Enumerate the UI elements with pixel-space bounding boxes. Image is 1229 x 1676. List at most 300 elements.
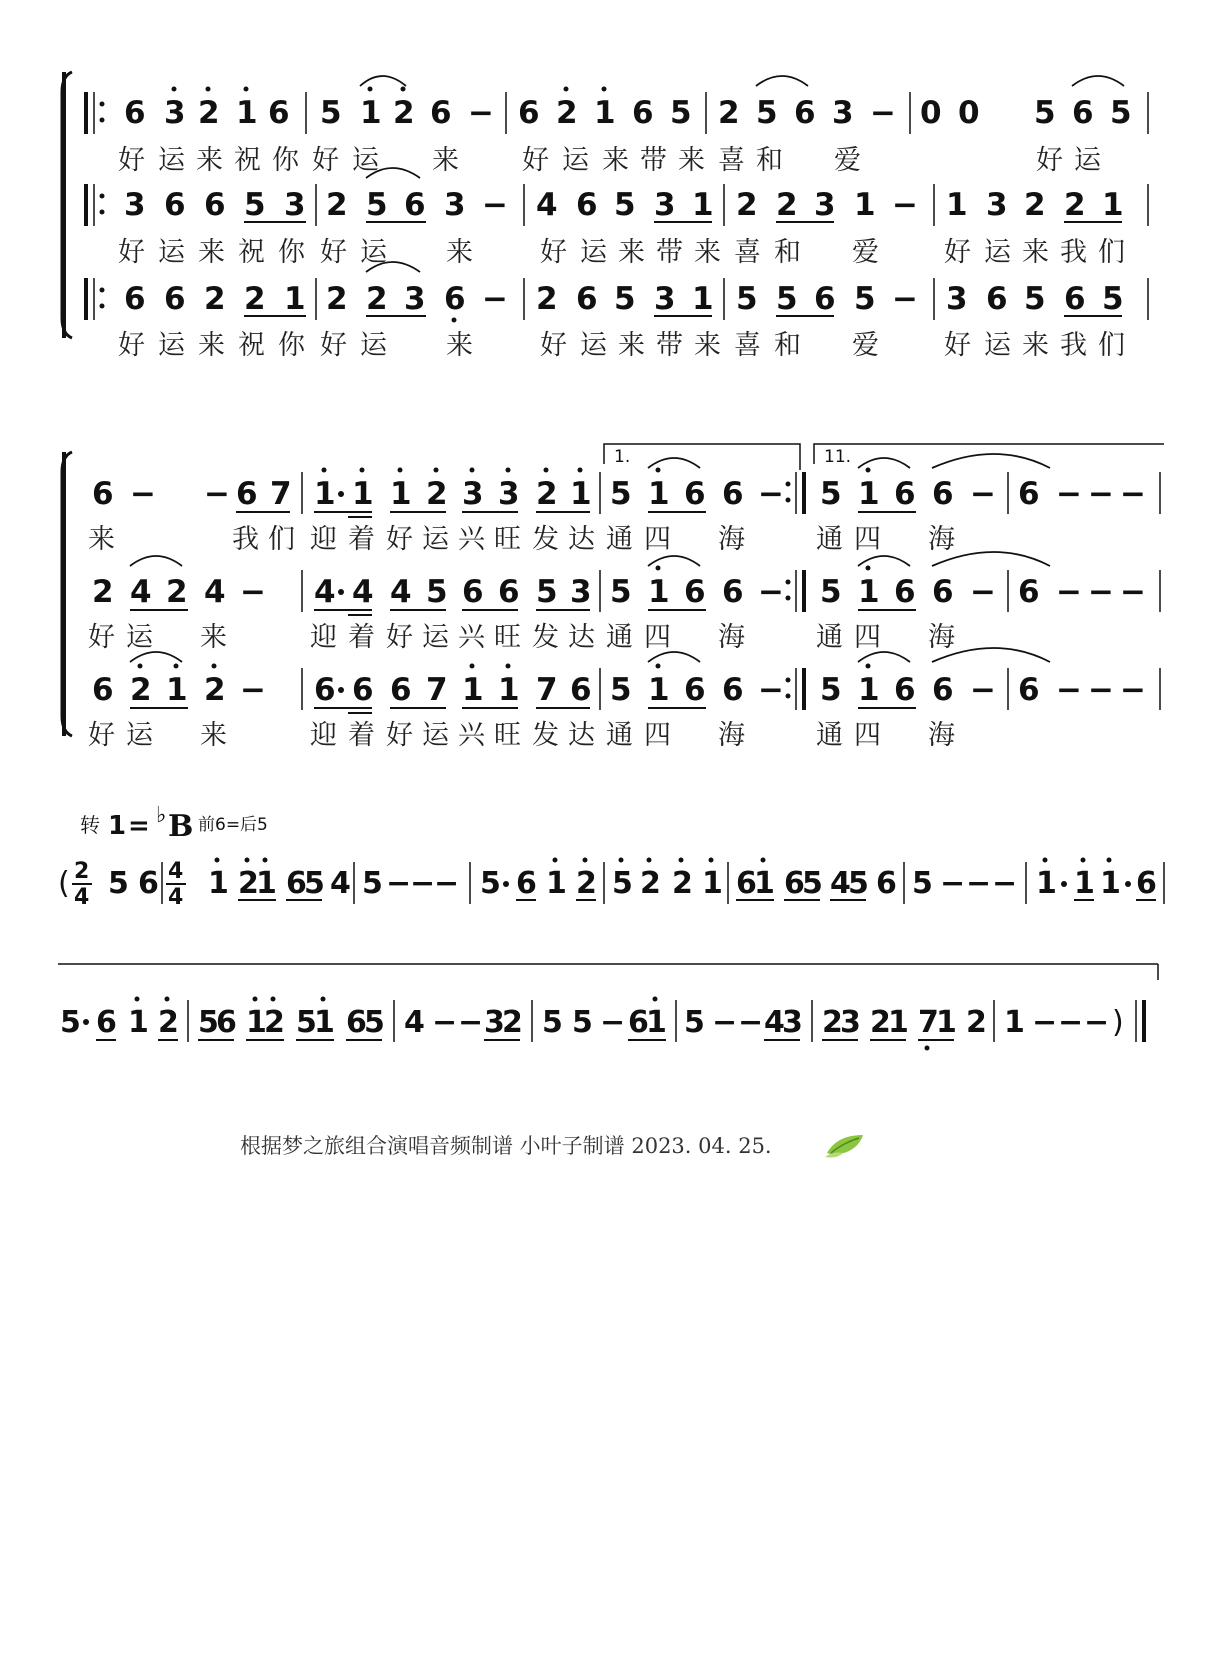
svg-text:6: 6: [404, 187, 426, 223]
svg-text:6: 6: [124, 281, 146, 317]
key-note: 前6=后5: [198, 815, 268, 835]
svg-text:2: 2: [822, 1005, 843, 1040]
svg-text:3: 3: [654, 187, 676, 223]
svg-text:2: 2: [166, 574, 188, 610]
lyric: 迎: [310, 720, 337, 751]
key-change-prefix: 转: [80, 813, 100, 837]
lyric: 兴: [458, 622, 485, 653]
svg-text:−: −: [1120, 476, 1146, 512]
svg-text:3: 3: [404, 281, 426, 317]
leaf-icon: [823, 1131, 867, 1159]
svg-text:4: 4: [204, 574, 226, 610]
svg-text:5: 5: [820, 672, 842, 708]
lyric: 来: [200, 622, 227, 653]
svg-text:4: 4: [764, 1005, 785, 1040]
lyric: 来: [678, 145, 705, 176]
svg-text:6: 6: [92, 476, 114, 512]
svg-text:6: 6: [516, 866, 537, 901]
svg-text:5: 5: [198, 1005, 219, 1040]
svg-text:6: 6: [138, 866, 159, 901]
svg-text:5: 5: [614, 281, 636, 317]
lyric: 好: [386, 524, 413, 555]
svg-text:−: −: [940, 866, 966, 901]
svg-text:6: 6: [1072, 95, 1094, 131]
svg-text:5: 5: [848, 866, 869, 901]
svg-text:5: 5: [610, 574, 632, 610]
svg-text:5: 5: [820, 476, 842, 512]
lyric: 四: [644, 622, 671, 653]
svg-text:5: 5: [426, 574, 448, 610]
svg-text:1: 1: [1102, 187, 1124, 223]
svg-text:6: 6: [894, 476, 916, 512]
lyric: 好: [1036, 145, 1063, 176]
lyric: 四: [854, 720, 881, 751]
voice-2-notes: [92, 552, 1160, 615]
svg-text:6: 6: [932, 672, 954, 708]
svg-text:6: 6: [286, 866, 307, 901]
voice-1-lyrics: [88, 524, 955, 555]
lyric: 通: [606, 720, 633, 751]
transcription-credit: 根据梦之旅组合演唱音频制谱 小叶子制谱 2023. 04. 25.: [240, 1134, 772, 1158]
svg-text:1: 1: [166, 672, 188, 708]
svg-text:−: −: [1088, 672, 1114, 708]
lyric: 好: [944, 330, 971, 361]
time-sig-2-4-den: 4: [74, 885, 90, 910]
lyric: 运: [126, 720, 153, 751]
svg-text:4: 4: [536, 187, 558, 223]
lyric: 好: [118, 330, 145, 361]
svg-text:2: 2: [326, 281, 348, 317]
svg-text:5: 5: [670, 95, 692, 131]
lyric: 来: [198, 237, 225, 268]
svg-text:2: 2: [393, 95, 415, 131]
svg-text:2: 2: [576, 866, 597, 901]
svg-text:): ): [1112, 1005, 1124, 1040]
svg-text:2: 2: [326, 187, 348, 223]
svg-text:2: 2: [244, 281, 266, 317]
lyric: 来: [446, 237, 473, 268]
svg-text:1: 1: [1074, 866, 1095, 901]
voice-1-notes: [86, 76, 1148, 134]
svg-text:−: −: [468, 95, 494, 131]
svg-text:5: 5: [60, 1005, 81, 1040]
lyric: 来: [88, 524, 115, 555]
svg-text:5: 5: [542, 1005, 563, 1040]
svg-text:5: 5: [362, 866, 383, 901]
lyric: 达: [568, 622, 595, 653]
svg-text:−: −: [432, 1005, 458, 1040]
svg-text:6: 6: [164, 187, 186, 223]
svg-text:4: 4: [390, 574, 412, 610]
volta-1-label: 1.: [614, 447, 631, 467]
key-change-marking: [80, 803, 268, 844]
svg-text:0: 0: [920, 95, 942, 131]
svg-text:1: 1: [256, 866, 277, 901]
lyric: 来: [446, 330, 473, 361]
lyric: 好: [386, 720, 413, 751]
svg-text:6: 6: [736, 866, 757, 901]
svg-text:−: −: [1058, 1005, 1084, 1040]
svg-text:6: 6: [628, 1005, 649, 1040]
svg-text:1: 1: [284, 281, 306, 317]
svg-text:6: 6: [1018, 574, 1040, 610]
svg-text:6: 6: [794, 95, 816, 131]
svg-text:6: 6: [1018, 672, 1040, 708]
system-1: [62, 72, 1148, 361]
svg-text:2: 2: [130, 672, 152, 708]
svg-text:3: 3: [284, 187, 306, 223]
lyric: 着: [348, 720, 375, 751]
lyric: 你: [278, 330, 305, 361]
svg-text:−: −: [1088, 574, 1114, 610]
svg-text:4: 4: [404, 1005, 425, 1040]
svg-text:5: 5: [108, 866, 129, 901]
svg-text:2: 2: [672, 866, 693, 901]
svg-text:6: 6: [430, 95, 452, 131]
lyric: 我: [1060, 330, 1087, 361]
svg-text:6: 6: [894, 672, 916, 708]
svg-text:4: 4: [314, 574, 336, 610]
lyric: 兴: [458, 720, 485, 751]
svg-text:6: 6: [204, 187, 226, 223]
svg-text:5: 5: [776, 281, 798, 317]
voice-3-notes: [86, 262, 1148, 323]
lyric: 带: [656, 237, 683, 268]
system-2: [62, 444, 1164, 751]
svg-text:1: 1: [754, 866, 775, 901]
lyric: 四: [644, 524, 671, 555]
lyric: 好: [540, 330, 567, 361]
svg-text:3: 3: [462, 476, 484, 512]
svg-text:−: −: [600, 1005, 626, 1040]
interlude-line-2: [58, 964, 1158, 1051]
svg-text:3: 3: [832, 95, 854, 131]
svg-text:1: 1: [236, 95, 258, 131]
lyric: 好: [386, 622, 413, 653]
svg-text:−: −: [992, 866, 1018, 901]
lyric: 运: [422, 524, 449, 555]
svg-text:5: 5: [304, 866, 325, 901]
svg-text:−: −: [482, 187, 508, 223]
svg-text:5: 5: [296, 1005, 317, 1040]
svg-text:2: 2: [502, 1005, 523, 1040]
voice-2-lyrics: [88, 622, 955, 653]
lyric: 运: [422, 720, 449, 751]
lyric: 祝: [238, 237, 265, 268]
svg-text:2: 2: [1024, 187, 1046, 223]
lyric: 四: [854, 622, 881, 653]
key-name: B: [168, 809, 194, 844]
svg-text:7: 7: [270, 476, 292, 512]
svg-text:4: 4: [330, 866, 351, 901]
svg-text:1: 1: [946, 187, 968, 223]
svg-text:6: 6: [632, 95, 654, 131]
svg-text:2: 2: [870, 1005, 891, 1040]
svg-text:1: 1: [646, 1005, 667, 1040]
lyric: 好: [88, 622, 115, 653]
lyric: 海: [928, 524, 955, 555]
svg-text:6: 6: [216, 1005, 237, 1040]
lyric: 通: [606, 524, 633, 555]
svg-text:2: 2: [204, 281, 226, 317]
svg-text:2: 2: [536, 476, 558, 512]
svg-text:−: −: [482, 281, 508, 317]
lyric: 海: [928, 720, 955, 751]
svg-text:4: 4: [830, 866, 851, 901]
svg-text:−: −: [970, 476, 996, 512]
svg-text:1: 1: [692, 281, 714, 317]
svg-text:6: 6: [498, 574, 520, 610]
svg-text:7: 7: [918, 1005, 939, 1040]
svg-text:2: 2: [204, 672, 226, 708]
lyric: 运: [984, 330, 1011, 361]
lyric: 着: [348, 622, 375, 653]
svg-text:5: 5: [1034, 95, 1056, 131]
svg-text:6: 6: [390, 672, 412, 708]
svg-text:2: 2: [556, 95, 578, 131]
lyric: 运: [984, 237, 1011, 268]
lyric: 来: [198, 330, 225, 361]
svg-text:5: 5: [854, 281, 876, 317]
svg-text:−: −: [1120, 574, 1146, 610]
lyric: 喜: [718, 145, 745, 176]
svg-text:3: 3: [986, 187, 1008, 223]
svg-text:5: 5: [736, 281, 758, 317]
svg-text:−: −: [240, 672, 266, 708]
svg-text:6: 6: [444, 281, 466, 317]
lyric: 通: [606, 622, 633, 653]
interlude-line-1: [58, 858, 1164, 911]
svg-text:5: 5: [802, 866, 823, 901]
svg-text:−: −: [892, 187, 918, 223]
lyric: 好: [312, 145, 339, 176]
lyric: 好: [118, 145, 145, 176]
svg-text:5: 5: [536, 574, 558, 610]
svg-text:1: 1: [314, 476, 336, 512]
svg-text:1: 1: [854, 187, 876, 223]
svg-text:1: 1: [390, 476, 412, 512]
svg-text:5: 5: [572, 1005, 593, 1040]
svg-text:−: −: [386, 866, 412, 901]
svg-text:2: 2: [536, 281, 558, 317]
svg-text:−: −: [458, 1005, 484, 1040]
svg-text:2: 2: [198, 95, 220, 131]
lyric: 发: [532, 622, 559, 653]
voice-3-lyrics: [88, 720, 955, 751]
svg-text:1: 1: [546, 866, 567, 901]
svg-text:7: 7: [426, 672, 448, 708]
key-equals: =: [128, 811, 150, 841]
svg-text:−: −: [1120, 672, 1146, 708]
svg-text:6: 6: [932, 574, 954, 610]
svg-text:6: 6: [576, 281, 598, 317]
lyric: 好: [522, 145, 549, 176]
lyric: 海: [718, 720, 745, 751]
lyric: 来: [1022, 237, 1049, 268]
svg-text:3: 3: [654, 281, 676, 317]
lyric: 着: [348, 524, 375, 555]
svg-text:1: 1: [888, 1005, 909, 1040]
svg-text:5: 5: [610, 476, 632, 512]
lyric: 海: [718, 524, 745, 555]
time-sig-4-4-num: 4: [168, 859, 184, 884]
svg-text:6: 6: [932, 476, 954, 512]
svg-text:−: −: [204, 476, 230, 512]
svg-text:6: 6: [784, 866, 805, 901]
svg-text:1: 1: [462, 672, 484, 708]
svg-text:1: 1: [858, 574, 880, 610]
svg-text:5: 5: [612, 866, 633, 901]
svg-text:−: −: [758, 476, 784, 512]
lyric: 和: [774, 237, 801, 268]
lyric: 通: [816, 622, 843, 653]
lyric: 你: [278, 237, 305, 268]
lyric: 好: [944, 237, 971, 268]
lyric: 迎: [310, 524, 337, 555]
lyric: 好: [118, 237, 145, 268]
svg-text:6: 6: [314, 672, 336, 708]
svg-text:1: 1: [352, 476, 374, 512]
svg-text:1: 1: [314, 1005, 335, 1040]
svg-text:1: 1: [570, 476, 592, 512]
lyric: 喜: [734, 237, 761, 268]
svg-text:3: 3: [782, 1005, 803, 1040]
svg-text:7: 7: [536, 672, 558, 708]
svg-text:5: 5: [1110, 95, 1132, 131]
svg-text:6: 6: [96, 1005, 117, 1040]
key-one: 1: [108, 811, 127, 841]
svg-text:1: 1: [1100, 866, 1121, 901]
svg-text:6: 6: [722, 476, 744, 512]
lyric: 们: [1098, 237, 1125, 268]
svg-text:1: 1: [498, 672, 520, 708]
svg-text:6: 6: [92, 672, 114, 708]
svg-text:3: 3: [840, 1005, 861, 1040]
svg-text:2: 2: [1064, 187, 1086, 223]
svg-text:(: (: [58, 866, 70, 901]
lyric: 来: [618, 237, 645, 268]
svg-text:−: −: [758, 574, 784, 610]
svg-text:6: 6: [346, 1005, 367, 1040]
lyric: 爱: [852, 237, 879, 268]
svg-text:5: 5: [244, 187, 266, 223]
svg-text:4: 4: [352, 574, 374, 610]
lyric: 通: [816, 524, 843, 555]
lyric: 和: [756, 145, 783, 176]
svg-text:3: 3: [498, 476, 520, 512]
svg-text:−: −: [1088, 476, 1114, 512]
lyric: 来: [196, 145, 223, 176]
svg-text:2: 2: [640, 866, 661, 901]
svg-text:5: 5: [820, 574, 842, 610]
svg-text:2: 2: [718, 95, 740, 131]
svg-text:1: 1: [246, 1005, 267, 1040]
lyric: 来: [602, 145, 629, 176]
voice-1-lyrics: [118, 145, 1102, 176]
svg-text:1: 1: [858, 476, 880, 512]
svg-text:−: −: [130, 476, 156, 512]
lyric: 达: [568, 524, 595, 555]
svg-text:6: 6: [462, 574, 484, 610]
lyric: 发: [532, 524, 559, 555]
svg-text:−: −: [966, 866, 992, 901]
voice-2-lyrics: [118, 237, 1125, 268]
svg-text:−: −: [434, 866, 460, 901]
svg-text:−: −: [758, 672, 784, 708]
svg-text:1: 1: [648, 672, 670, 708]
lyric: 运: [580, 237, 607, 268]
lyric: 们: [1098, 330, 1125, 361]
svg-text:−: −: [1056, 574, 1082, 610]
lyric: 达: [568, 720, 595, 751]
lyric: 四: [854, 524, 881, 555]
lyric: 四: [644, 720, 671, 751]
svg-text:1: 1: [594, 95, 616, 131]
lyric: 喜: [734, 330, 761, 361]
time-sig-2-4-num: 2: [74, 859, 90, 884]
svg-text:5: 5: [610, 672, 632, 708]
lyric: 来: [200, 720, 227, 751]
svg-text:−: −: [870, 95, 896, 131]
svg-text:6: 6: [518, 95, 540, 131]
lyric: 运: [158, 237, 185, 268]
svg-text:6: 6: [164, 281, 186, 317]
lyric: 来: [694, 330, 721, 361]
svg-text:3: 3: [484, 1005, 505, 1040]
svg-text:6: 6: [684, 574, 706, 610]
lyric: 运: [158, 145, 185, 176]
svg-text:6: 6: [268, 95, 290, 131]
svg-text:3: 3: [124, 187, 146, 223]
lyric: 来: [618, 330, 645, 361]
svg-text:6: 6: [814, 281, 836, 317]
svg-text:6: 6: [570, 672, 592, 708]
svg-text:6: 6: [1136, 866, 1157, 901]
lyric: 我: [232, 524, 259, 555]
svg-text:0: 0: [958, 95, 980, 131]
lyric: 迎: [310, 622, 337, 653]
lyric: 运: [422, 622, 449, 653]
svg-text:1: 1: [648, 574, 670, 610]
svg-text:6: 6: [1018, 476, 1040, 512]
svg-text:−: −: [1056, 672, 1082, 708]
lyric: 带: [640, 145, 667, 176]
svg-text:6: 6: [352, 672, 374, 708]
svg-text:1: 1: [208, 866, 229, 901]
svg-text:−: −: [1032, 1005, 1058, 1040]
svg-text:6: 6: [576, 187, 598, 223]
volta-brackets: [604, 444, 1164, 470]
lyric: 旺: [494, 622, 521, 653]
voice-2-notes: [86, 168, 1148, 226]
lyric: 旺: [494, 524, 521, 555]
svg-text:1: 1: [692, 187, 714, 223]
lyric: 好: [88, 720, 115, 751]
svg-text:6: 6: [684, 672, 706, 708]
lyric: 运: [360, 330, 387, 361]
svg-text:3: 3: [164, 95, 186, 131]
lyric: 旺: [494, 720, 521, 751]
time-sig-4-4-den: 4: [168, 885, 184, 910]
svg-text:−: −: [1084, 1005, 1110, 1040]
svg-text:3: 3: [946, 281, 968, 317]
svg-text:2: 2: [92, 574, 114, 610]
svg-text:5: 5: [614, 187, 636, 223]
svg-text:5: 5: [1102, 281, 1124, 317]
svg-text:2: 2: [736, 187, 758, 223]
svg-text:5: 5: [912, 866, 933, 901]
volta-2-label: 11.: [824, 447, 852, 467]
